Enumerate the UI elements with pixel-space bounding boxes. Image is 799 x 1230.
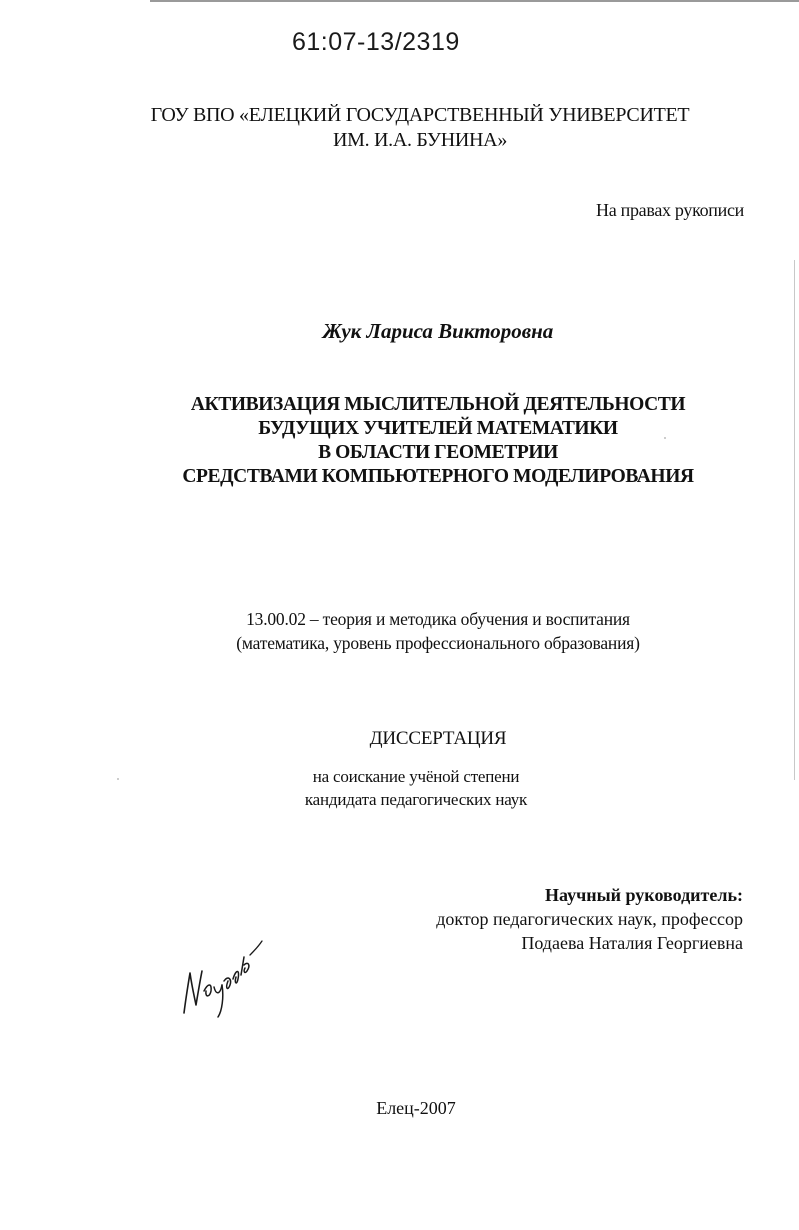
degree-line-1: на соискание учёной степени [312, 767, 520, 786]
dissertation-title [0, 393, 799, 489]
specialty-line-1: 13.00.02 – теория и методика обучения и воспитания [246, 609, 630, 629]
degree-sought [0, 765, 799, 811]
scan-speck [117, 778, 119, 780]
title-line-1: АКТИВИЗАЦИЯ МЫСЛИТЕЛЬНОЙ ДЕЯТЕЛЬНОСТИ [190, 394, 686, 415]
institution-line-2: ИМ. И.А. БУНИНА» [332, 129, 508, 151]
title-line-2: БУДУЩИХ УЧИТЕЛЕЙ МАТЕМАТИКИ [258, 418, 618, 439]
supervisor-heading: Научный руководитель: [545, 885, 743, 905]
institution-name [0, 103, 799, 153]
handwritten-signature [178, 935, 268, 1025]
specialty-line-2: (математика, уровень профессионального образования) [236, 633, 640, 653]
archive-number: 61:07-13/2319 [292, 28, 460, 56]
scan-speck [664, 437, 666, 439]
author-name: Жук Лариса Викторовна [322, 319, 554, 343]
title-line-4: СРЕДСТВАМИ КОМПЬЮТЕРНОГО МОДЕЛИРОВАНИЯ [182, 466, 694, 487]
document-type: ДИССЕРТАЦИЯ [369, 728, 507, 749]
rights-note: На правах рукописи [596, 200, 744, 220]
degree-line-2: кандидата педагогических наук [304, 790, 528, 809]
specialty-code [0, 607, 799, 655]
city-year: Елец-2007 [376, 1098, 456, 1118]
title-line-3: В ОБЛАСТИ ГЕОМЕТРИИ [318, 442, 558, 463]
supervisor-position: доктор педагогических наук, профессор [436, 909, 743, 929]
supervisor-name: Подаева Наталия Георгиевна [521, 933, 743, 953]
supervisor-block [436, 883, 743, 955]
scan-edge-top [150, 0, 799, 8]
institution-line-1: ГОУ ВПО «ЕЛЕЦКИЙ ГОСУДАРСТВЕННЫЙ УНИВЕРСИТЕТ [150, 104, 690, 126]
